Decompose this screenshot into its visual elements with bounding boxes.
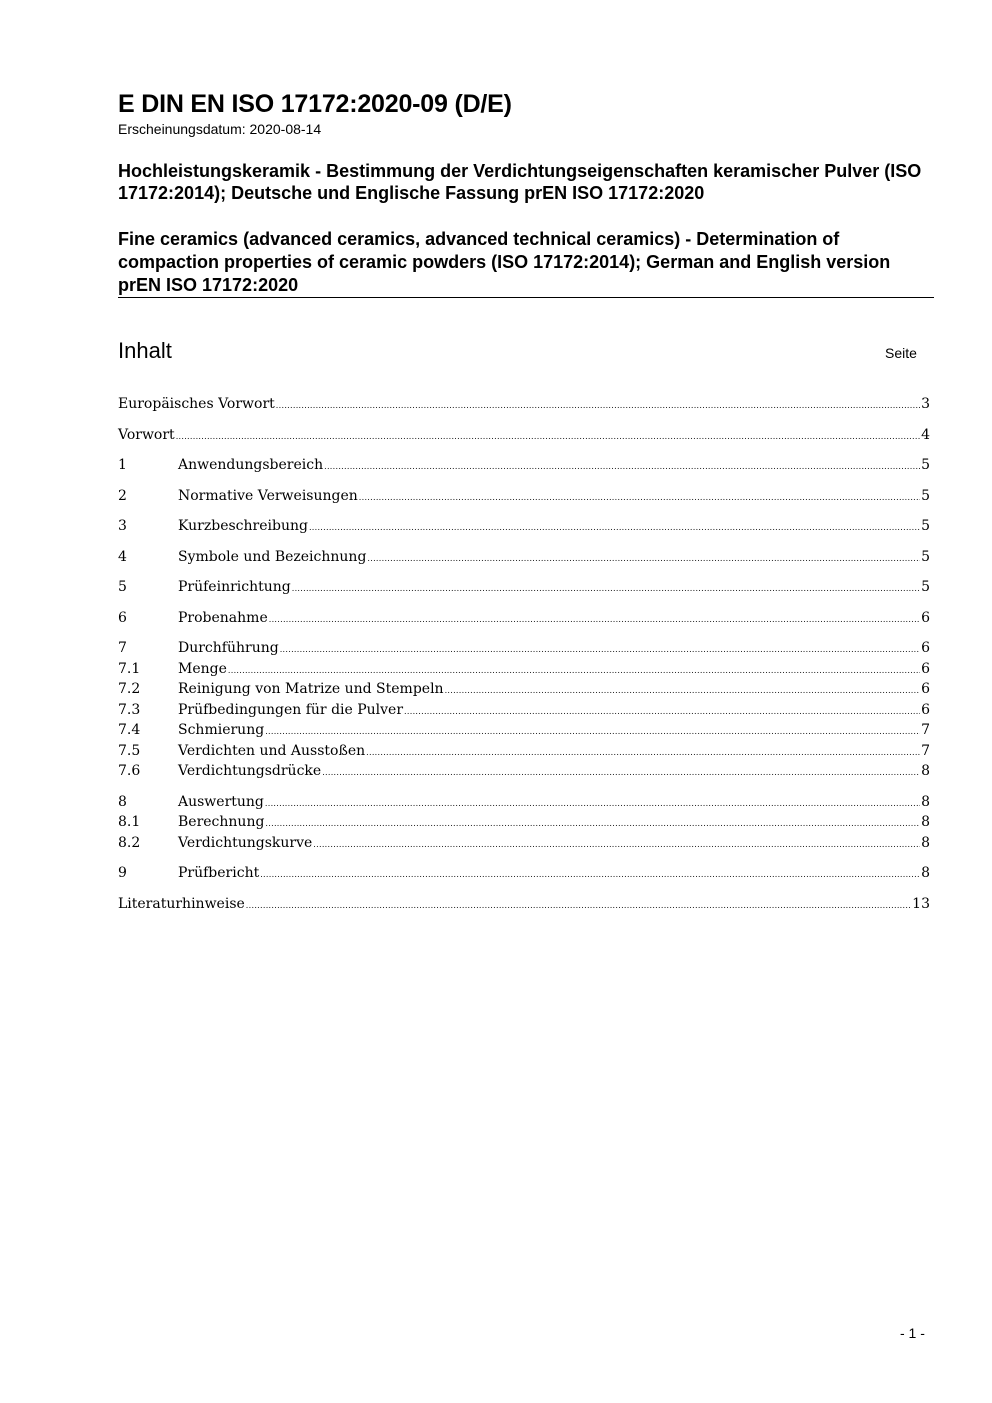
toc-entry-page: 8 — [921, 814, 930, 830]
toc-leader-dots — [176, 425, 920, 448]
toc-leader-dots — [313, 833, 920, 856]
toc-entry-title: Europäisches Vorwort — [118, 396, 275, 412]
toc-entry-page: 13 — [912, 895, 930, 912]
toc-entry[interactable] — [118, 547, 930, 568]
toc-entry-title: Schmierung — [178, 722, 265, 738]
toc-entry[interactable] — [118, 394, 930, 415]
toc-leader-dots — [322, 761, 920, 784]
toc-entry-page: 7 — [921, 722, 930, 738]
toc-entry-title: Reinigung von Matrize und Stempeln — [178, 681, 444, 697]
toc-entry-number: 7.6 — [118, 763, 141, 779]
toc-entry-page: 5 — [921, 518, 930, 534]
page-number: - 1 - — [900, 1325, 925, 1341]
toc-entry-number: 8.1 — [118, 814, 141, 830]
toc-leader-dots — [445, 679, 921, 702]
document-id: E DIN EN ISO 17172:2020-09 (D/E) — [118, 90, 512, 118]
toc-entry-page: 6 — [921, 701, 930, 718]
toc-entry-number: 5 — [118, 579, 127, 595]
toc-leader-dots — [276, 394, 920, 417]
toc-entry-title: Normative Verweisungen — [178, 487, 358, 504]
publication-date: Erscheinungsdatum: 2020-08-14 — [118, 121, 322, 137]
toc-entry-page: 8 — [921, 865, 930, 881]
toc-entry-number: 2 — [118, 487, 127, 504]
toc-entry-number: 8.2 — [118, 834, 141, 851]
toc-entry-page: 4 — [921, 426, 930, 443]
toc-entry-page: 8 — [921, 793, 930, 810]
toc-entry-title: Auswertung — [178, 793, 264, 810]
toc-entry-number: 7.2 — [118, 681, 141, 697]
toc-leader-dots — [324, 455, 920, 478]
header-divider — [118, 297, 934, 298]
toc-entry-page: 3 — [921, 396, 930, 412]
toc-entry-number: 7.3 — [118, 701, 141, 718]
toc-entry-page: 6 — [921, 681, 930, 697]
toc-entry[interactable] — [118, 659, 930, 680]
toc-entry-title: Durchführung — [178, 640, 279, 656]
toc-entry[interactable] — [118, 863, 930, 884]
toc-entry[interactable] — [118, 608, 930, 629]
toc-entry[interactable] — [118, 679, 930, 700]
toc-entry-page: 6 — [921, 660, 930, 677]
toc-entry-title: Anwendungsbereich — [178, 457, 324, 473]
toc-entry-number: 8 — [118, 793, 127, 810]
toc-entry[interactable] — [118, 894, 930, 915]
toc-entry[interactable] — [118, 425, 930, 446]
toc-entry[interactable] — [118, 516, 930, 537]
toc-entry-title: Prüfbedingungen für die Pulver — [178, 701, 404, 718]
toc-entry-title: Verdichten und Ausstoßen — [178, 742, 366, 759]
toc-entry-number: 7.5 — [118, 742, 141, 759]
toc-entry-number: 9 — [118, 865, 127, 881]
toc-entry-title: Literaturhinweise — [118, 895, 245, 912]
toc-entry-number: 7.1 — [118, 660, 141, 677]
toc-entry[interactable] — [118, 700, 930, 721]
toc-entry-title: Symbole und Bezeichnung — [178, 548, 367, 565]
toc-entry-page: 8 — [921, 834, 930, 851]
toc-leader-dots — [359, 486, 920, 509]
toc-entry-title: Prüfbericht — [178, 865, 260, 881]
toc-entry[interactable] — [118, 741, 930, 762]
toc-entry-page: 5 — [921, 548, 930, 565]
toc-entry-page: 5 — [921, 487, 930, 504]
toc-leader-dots — [367, 547, 920, 570]
toc-leader-dots — [246, 894, 911, 917]
title-english: Fine ceramics (advanced ceramics, advanced technical ceramics) - Determination of compaction properties of ceramic powders (ISO 17172:2014); German and English version prEN ISO 17172:2020 — [118, 229, 891, 295]
toc-entry-page: 5 — [921, 457, 930, 473]
toc-leader-dots — [292, 577, 920, 600]
toc-leader-dots — [265, 812, 920, 835]
toc-entry-title: Verdichtungskurve — [178, 834, 313, 851]
toc-leader-dots — [404, 700, 920, 723]
toc-entry-title: Verdichtungsdrücke — [178, 763, 322, 779]
title-german: Hochleistungskeramik - Bestimmung der Verdichtungseigenschaften keramischer Pulver (ISO 17172:2014); Deutsche und Englische Fassung prEN ISO 17172:2020 — [118, 161, 922, 203]
toc-leader-dots — [265, 720, 920, 743]
toc-leader-dots — [260, 863, 920, 886]
toc-entry-number: 4 — [118, 548, 127, 565]
toc-leader-dots — [309, 516, 920, 539]
toc-entry-number: 6 — [118, 609, 127, 626]
toc-entry-page: 6 — [921, 640, 930, 656]
toc-entry-number: 7 — [118, 640, 127, 656]
table-of-contents — [118, 394, 930, 914]
toc-entry[interactable] — [118, 792, 930, 813]
toc-entry[interactable] — [118, 761, 930, 782]
toc-leader-dots — [280, 638, 920, 661]
toc-leader-dots — [366, 741, 920, 764]
toc-leader-dots — [269, 608, 920, 631]
toc-entry-page: 5 — [921, 579, 930, 595]
toc-leader-dots — [228, 659, 920, 682]
toc-entry-page: 6 — [921, 609, 930, 626]
toc-entry[interactable] — [118, 486, 930, 507]
toc-entry[interactable] — [118, 720, 930, 741]
toc-entry-title: Menge — [178, 660, 227, 677]
toc-entry-title: Prüfeinrichtung — [178, 579, 291, 595]
toc-heading: Inhalt — [118, 338, 172, 363]
toc-entry-number: 1 — [118, 457, 127, 473]
toc-entry-number: 3 — [118, 518, 127, 534]
toc-entry[interactable] — [118, 577, 930, 598]
toc-leader-dots — [265, 792, 920, 815]
toc-entry[interactable] — [118, 455, 930, 476]
toc-entry-page: 8 — [921, 763, 930, 779]
toc-entry-title: Berechnung — [178, 814, 265, 830]
toc-entry-title: Probenahme — [178, 609, 268, 626]
toc-entry-title: Vorwort — [118, 426, 175, 443]
toc-entry-page: 7 — [921, 742, 930, 759]
toc-page-label: Seite — [885, 345, 917, 361]
toc-entry-title: Kurzbeschreibung — [178, 518, 308, 534]
toc-entry-number: 7.4 — [118, 722, 141, 738]
toc-entry[interactable] — [118, 638, 930, 659]
toc-entry[interactable] — [118, 812, 930, 833]
toc-entry[interactable] — [118, 833, 930, 854]
